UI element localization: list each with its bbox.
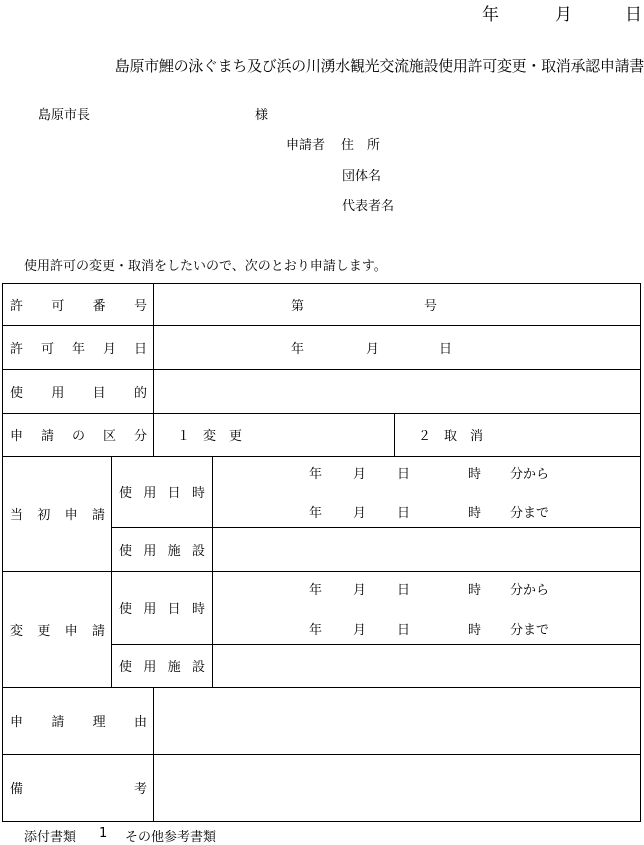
original-application-label: 当 初 申 請 (10, 508, 105, 523)
original-from-month: 月 (353, 466, 367, 482)
applicant-organization-label: 団体名 (342, 169, 382, 184)
changed-from-minute: 分から (510, 582, 550, 598)
permit-date-month: 月 (366, 341, 380, 357)
changed-facility-label: 使 用 施 設 (119, 660, 205, 675)
original-from-minute: 分から (510, 466, 550, 482)
document-title: 島原市鯉の泳ぐまち及び浜の川湧水観光交流施設使用許可変更・取消承認申請書 (114, 57, 644, 75)
original-to-month: 月 (353, 505, 367, 521)
original-to-year: 年 (309, 505, 323, 521)
date-month-label: 月 (555, 5, 572, 25)
permit-date-label: 許 可 年 月 日 (10, 341, 147, 357)
attachments-label: 添付書類 (24, 830, 77, 845)
changed-datetime-label: 使 用 日 時 (119, 602, 205, 617)
permit-number-field[interactable] (173, 288, 273, 321)
original-from-hour: 時 (468, 466, 482, 482)
original-datetime-label: 使 用 日 時 (119, 486, 205, 501)
changed-to-hour: 時 (468, 622, 482, 638)
reason-label: 申 請 理 由 (10, 715, 147, 730)
intro-text: 使用許可の変更・取消をしたいので、次のとおり申請します。 (24, 259, 387, 274)
original-from-day: 日 (397, 466, 411, 482)
category-option-cancel[interactable]: ２ 取 消 (418, 429, 484, 444)
applicant-address-label: 住 所 (341, 138, 381, 153)
changed-from-month: 月 (353, 582, 367, 598)
reason-field[interactable] (155, 688, 639, 753)
permit-date-year: 年 (291, 341, 305, 357)
original-facility-field[interactable] (214, 528, 639, 570)
original-to-hour: 時 (468, 505, 482, 521)
remarks-field[interactable] (155, 755, 639, 820)
changed-to-minute: 分まで (510, 622, 550, 638)
changed-to-day: 日 (397, 622, 411, 638)
purpose-label: 使 用 目 的 (10, 385, 147, 401)
date-year-label: 年 (482, 5, 499, 25)
original-to-minute: 分まで (510, 505, 550, 521)
attachments-number: 1 (99, 826, 108, 841)
changed-from-year: 年 (309, 582, 323, 598)
changed-from-hour: 時 (468, 582, 482, 598)
date-day-label: 日 (625, 5, 642, 25)
permit-number-suffix: 号 (424, 299, 438, 314)
remarks-label: 備 考 (10, 782, 147, 797)
changed-from-day: 日 (397, 582, 411, 598)
permit-number-prefix: 第 (291, 299, 305, 314)
permit-number-label: 許 可 番 号 (10, 299, 147, 314)
changed-application-label: 変 更 申 請 (10, 623, 105, 639)
original-to-day: 日 (397, 505, 411, 521)
attachments-item: その他参考書類 (125, 830, 217, 845)
application-table (2, 283, 641, 822)
original-facility-label: 使 用 施 設 (119, 543, 205, 559)
changed-facility-field[interactable] (214, 645, 639, 686)
changed-to-month: 月 (353, 622, 367, 638)
purpose-field[interactable] (155, 370, 639, 412)
applicant-representative-label: 代表者名 (342, 199, 395, 214)
applicant-label: 申請者 (286, 138, 326, 153)
original-from-year: 年 (309, 466, 323, 482)
changed-to-year: 年 (309, 622, 323, 638)
permit-date-day: 日 (439, 341, 453, 357)
addressee-name: 島原市長 (38, 108, 91, 123)
addressee-honorific: 様 (255, 108, 269, 123)
category-label: 申 請 の 区 分 (10, 429, 147, 444)
category-option-change[interactable]: １ 変 更 (177, 429, 243, 444)
